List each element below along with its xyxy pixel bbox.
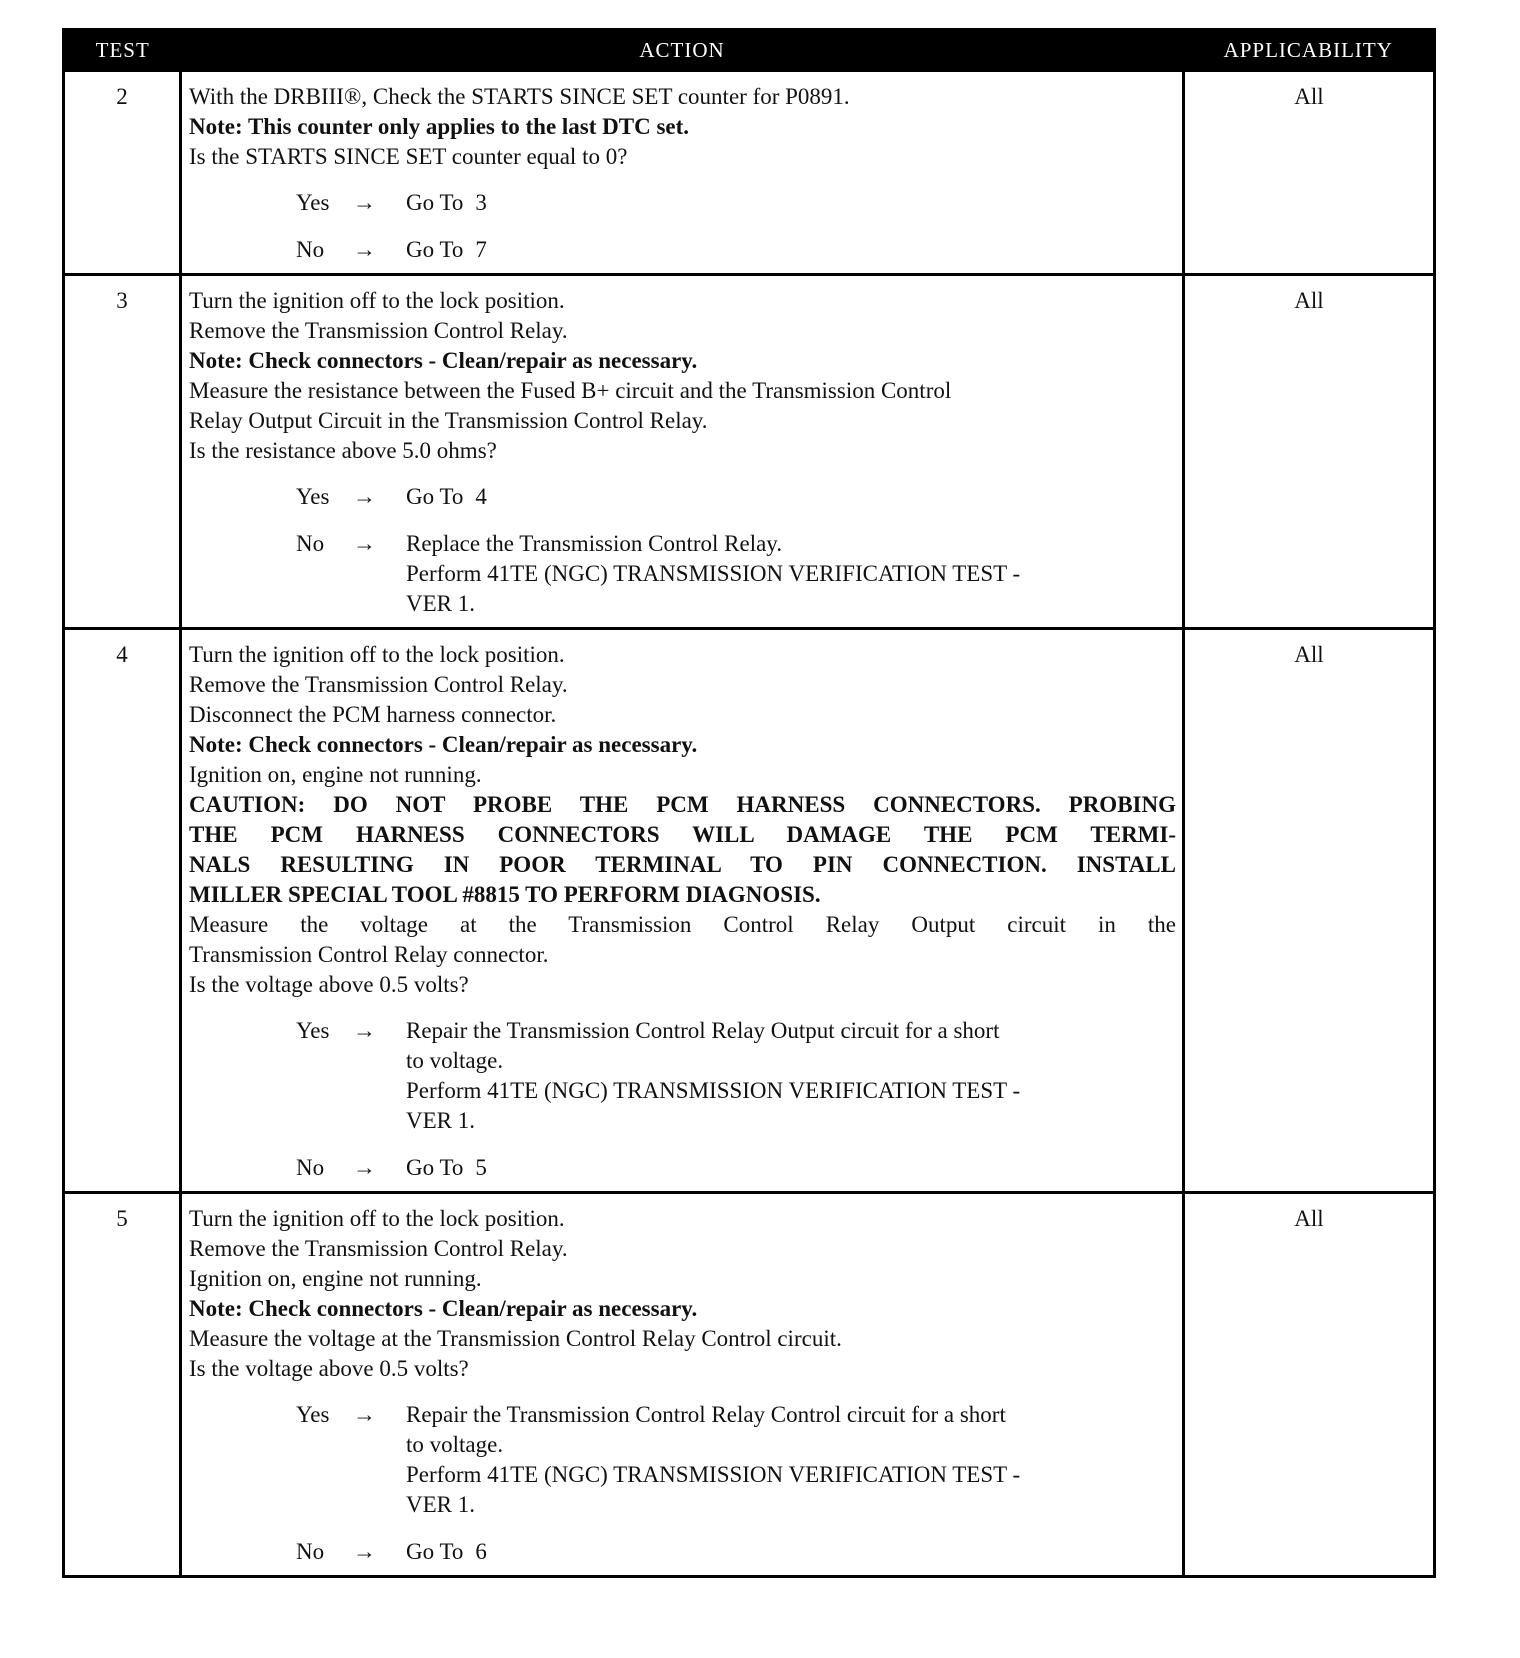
- action-line: Is the voltage above 0.5 volts?: [189, 972, 469, 997]
- action-line: Relay Output Circuit in the Transmission Control Relay.: [189, 408, 708, 433]
- yes-label: Yes: [296, 1402, 330, 1427]
- result-line: to voltage.: [406, 1048, 504, 1073]
- result-line: Repair the Transmission Control Relay Control circuit for a short: [406, 1402, 1006, 1427]
- result-line: Replace the Transmission Control Relay.: [406, 531, 783, 556]
- header-row: [64, 30, 1435, 71]
- answers: [189, 1400, 1176, 1567]
- yes-answer: [296, 1400, 1176, 1520]
- answers: [189, 482, 1176, 619]
- goto-label: Go To: [406, 1155, 464, 1180]
- action-line: Is the voltage above 0.5 volts?: [189, 1356, 469, 1381]
- no-result: [406, 235, 1176, 265]
- action-note-line: Note: Check connectors - Clean/repair as necessary.: [189, 348, 698, 373]
- test-number: 5: [64, 1193, 181, 1577]
- action-line: Turn the ignition off to the lock position.: [189, 1206, 565, 1231]
- result-line: Perform 41TE (NGC) TRANSMISSION VERIFICATION TEST -: [406, 561, 1021, 586]
- result-line: VER 1.: [406, 1108, 475, 1133]
- no-label: No: [296, 237, 325, 262]
- yes-label: Yes: [296, 1018, 330, 1043]
- action-line: Disconnect the PCM harness connector.: [189, 702, 557, 727]
- arrow-right-icon: →: [353, 1539, 376, 1564]
- applicability-value: All: [1184, 275, 1435, 629]
- test-number: 2: [64, 71, 181, 275]
- result-line: Perform 41TE (NGC) TRANSMISSION VERIFICATION TEST -: [406, 1462, 1021, 1487]
- test-number: 4: [64, 629, 181, 1193]
- arrow-right-icon: →: [353, 531, 376, 556]
- no-answer: [296, 235, 1176, 265]
- action-line: Transmission Control Relay connector.: [189, 942, 549, 967]
- arrow-right-icon: →: [353, 484, 376, 509]
- yes-label: Yes: [296, 190, 330, 215]
- action-line: Ignition on, engine not running.: [189, 762, 482, 787]
- no-answer: [296, 1153, 1176, 1183]
- yes-result: [406, 1400, 1176, 1520]
- yes-answer: [296, 1016, 1176, 1136]
- goto-number: 5: [475, 1155, 487, 1180]
- result-line: Perform 41TE (NGC) TRANSMISSION VERIFICATION TEST -: [406, 1078, 1021, 1103]
- arrow-right-icon: →: [353, 237, 376, 262]
- applicability-value: All: [1184, 71, 1435, 275]
- goto-label: Go To: [406, 1539, 464, 1564]
- action-line: Measure the resistance between the Fused B+ circuit and the Transmission Control: [189, 378, 952, 403]
- action-line: Measure the voltage at the Transmission Control Relay Output circuit in the: [189, 912, 1176, 937]
- no-label: No: [296, 1155, 325, 1180]
- yes-result: [406, 482, 1176, 512]
- test-number: 3: [64, 275, 181, 629]
- applicability-value: All: [1184, 1193, 1435, 1577]
- no-result: [406, 1153, 1176, 1183]
- action-cell: [181, 275, 1184, 629]
- table-row: [64, 71, 1435, 275]
- action-line: Measure the voltage at the Transmission Control Relay Control circuit.: [189, 1326, 842, 1351]
- arrow-right-icon: →: [353, 1155, 376, 1180]
- diagnostic-table: [62, 28, 1436, 1578]
- no-answer: [296, 529, 1176, 619]
- no-label: No: [296, 1539, 325, 1564]
- action-note-line: Note: Check connectors - Clean/repair as necessary.: [189, 1296, 698, 1321]
- yes-result: [406, 188, 1176, 218]
- result-line: to voltage.: [406, 1432, 504, 1457]
- yes-label: Yes: [296, 484, 330, 509]
- yes-answer: [296, 188, 1176, 218]
- goto-label: Go To: [406, 484, 464, 509]
- no-result: [406, 529, 1176, 619]
- header-test: TEST: [64, 30, 181, 71]
- answers: [189, 188, 1176, 265]
- action-cell: [181, 629, 1184, 1193]
- action-cell: [181, 71, 1184, 275]
- table-row: [64, 1193, 1435, 1577]
- action-line: With the DRBIII®, Check the STARTS SINCE SET counter for P0891.: [189, 84, 850, 109]
- answers: [189, 1016, 1176, 1183]
- yes-answer: [296, 482, 1176, 512]
- action-line: Turn the ignition off to the lock position.: [189, 288, 565, 313]
- table-body: [64, 71, 1435, 1577]
- action-cell: [181, 1193, 1184, 1577]
- no-result: [406, 1537, 1176, 1567]
- table-header: [64, 30, 1435, 71]
- action-line: Ignition on, engine not running.: [189, 1266, 482, 1291]
- goto-number: 6: [475, 1539, 487, 1564]
- action-line: Is the resistance above 5.0 ohms?: [189, 438, 497, 463]
- no-answer: [296, 1537, 1176, 1567]
- action-note-line: THE PCM HARNESS CONNECTORS WILL DAMAGE THE PCM TERMI-: [189, 822, 1176, 847]
- no-label: No: [296, 531, 325, 556]
- goto-number: 3: [475, 190, 487, 215]
- action-note-line: Note: This counter only applies to the last DTC set.: [189, 114, 690, 139]
- applicability-value: All: [1184, 629, 1435, 1193]
- result-line: Repair the Transmission Control Relay Output circuit for a short: [406, 1018, 1000, 1043]
- table-row: [64, 629, 1435, 1193]
- action-note-line: NALS RESULTING IN POOR TERMINAL TO PIN CONNECTION. INSTALL: [189, 852, 1176, 877]
- goto-number: 4: [475, 484, 487, 509]
- table-row: [64, 275, 1435, 629]
- action-line: Remove the Transmission Control Relay.: [189, 318, 568, 343]
- arrow-right-icon: →: [353, 1018, 376, 1043]
- yes-result: [406, 1016, 1176, 1136]
- result-line: VER 1.: [406, 591, 475, 616]
- goto-number: 7: [475, 237, 487, 262]
- header-applicability: APPLICABILITY: [1184, 30, 1435, 71]
- arrow-right-icon: →: [353, 190, 376, 215]
- action-line: Remove the Transmission Control Relay.: [189, 672, 568, 697]
- goto-label: Go To: [406, 190, 464, 215]
- action-line: Is the STARTS SINCE SET counter equal to 0?: [189, 144, 628, 169]
- header-action: ACTION: [181, 30, 1184, 71]
- action-note-line: Note: Check connectors - Clean/repair as necessary.: [189, 732, 698, 757]
- arrow-right-icon: →: [353, 1402, 376, 1427]
- goto-label: Go To: [406, 237, 464, 262]
- action-line: Turn the ignition off to the lock position.: [189, 642, 565, 667]
- action-note-line: MILLER SPECIAL TOOL #8815 TO PERFORM DIAGNOSIS.: [189, 882, 821, 907]
- action-line: Remove the Transmission Control Relay.: [189, 1236, 568, 1261]
- result-line: VER 1.: [406, 1492, 475, 1517]
- action-note-line: CAUTION: DO NOT PROBE THE PCM HARNESS CONNECTORS. PROBING: [189, 792, 1176, 817]
